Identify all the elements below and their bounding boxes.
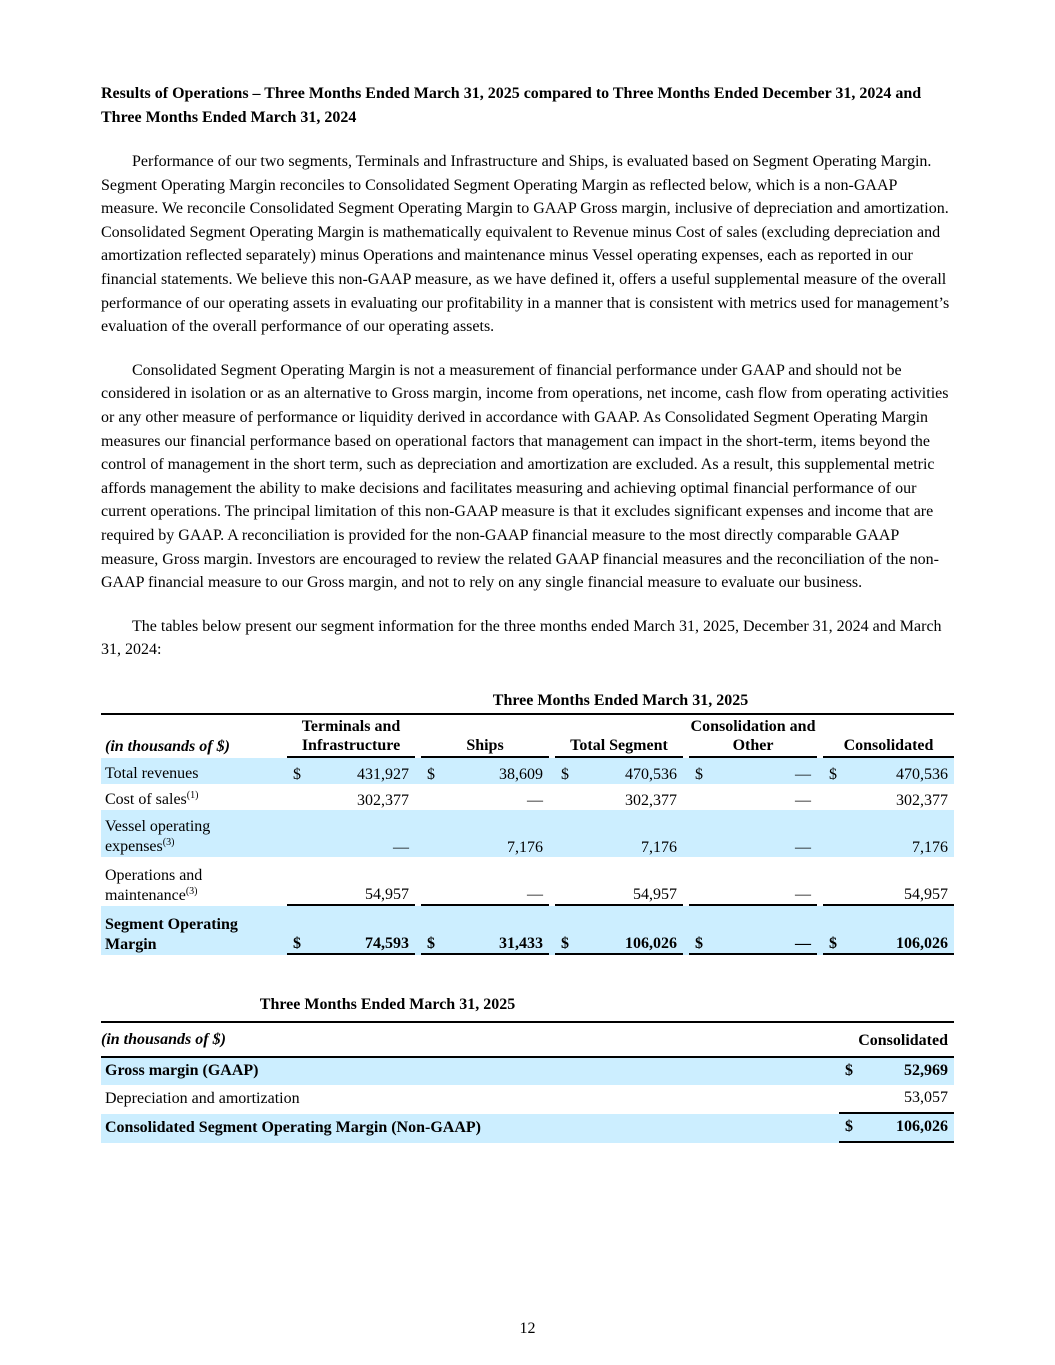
currency-symbol: [839, 1085, 861, 1114]
footnote-marker: (3): [185, 885, 198, 897]
cell-value: 470,536: [575, 758, 683, 784]
unit-label: (in thousands of $): [105, 737, 230, 755]
paragraph-tables-intro: The tables below present our segment information for the three months ended March 31, 2025, December 31, 2024 and March 31, 2024:: [101, 617, 942, 659]
table-row-cost-of-sales: [101, 784, 954, 810]
cell-value: —: [441, 857, 549, 906]
cell-value: 31,433: [441, 906, 549, 955]
cell-value: 52,969: [861, 1058, 954, 1085]
table-row-gross-margin: [101, 1058, 954, 1085]
column-header-consolidated: Consolidated: [839, 1023, 954, 1058]
reconciliation-table-caption: Three Months Ended March 31, 2025: [101, 992, 954, 1023]
cell-value: 302,377: [357, 791, 409, 809]
cell-value: 38,609: [441, 758, 549, 784]
footnote-marker: (3): [162, 836, 175, 848]
reconciliation-table-header-row: [101, 1023, 954, 1058]
cell-value: 106,026: [861, 1114, 954, 1143]
reconciliation-table: [101, 992, 954, 1143]
cell-value: —: [709, 906, 817, 955]
cell-value: —: [307, 810, 415, 857]
row-label: Segment Operating Margin: [101, 906, 287, 955]
currency-symbol: $: [287, 906, 307, 955]
cell-value: —: [709, 857, 817, 906]
footnote-marker: (1): [186, 789, 199, 801]
segment-table-caption: Three Months Ended March 31, 2025: [287, 692, 954, 715]
currency-symbol: $: [287, 758, 307, 784]
segment-table-header-row: [101, 715, 954, 758]
table-row-segment-operating-margin: [101, 906, 954, 955]
reconciliation-table-caption-row: [101, 992, 954, 1023]
cell-value: 54,957: [843, 857, 954, 906]
cell-value: 54,957: [575, 857, 683, 906]
cell-value: 54,957: [307, 857, 415, 906]
cell-value: —: [795, 791, 811, 809]
currency-symbol: $: [689, 906, 709, 955]
cell-value: 431,927: [307, 758, 415, 784]
currency-symbol: $: [839, 1114, 861, 1143]
cell-value: 7,176: [843, 810, 954, 857]
cell-value: —: [527, 791, 543, 809]
document-page: [101, 82, 954, 1143]
row-label: Gross margin (GAAP): [101, 1058, 839, 1085]
column-header-consolidated: Consolidated: [823, 715, 954, 758]
cell-value: 106,026: [575, 906, 683, 955]
cell-value: 7,176: [441, 810, 549, 857]
table-row-depreciation-amortization: [101, 1085, 954, 1114]
row-label: Consolidated Segment Operating Margin (Non-GAAP): [101, 1114, 839, 1143]
column-header-ships: Ships: [421, 715, 549, 758]
segment-table: [101, 692, 954, 955]
row-label: Cost of sales$^{(1)}$: [105, 789, 199, 808]
cell-value: 470,536: [843, 758, 954, 784]
cell-value: 7,176: [575, 810, 683, 857]
currency-symbol: $: [555, 758, 575, 784]
column-header-total-segment: Total Segment: [555, 715, 683, 758]
cell-value: 302,377: [625, 791, 677, 809]
table-row-vessel-operating-expenses: [101, 810, 954, 857]
cell-value: 302,377: [896, 791, 948, 809]
section-heading: Results of Operations – Three Months Ended March 31, 2025 compared to Three Months Ended December 31, 2024 and Three Months Ended March 31, 2024: [101, 85, 922, 126]
paragraph-segment-performance: Performance of our two segments, Terminals and Infrastructure and Ships, is evaluated based on Segment Operating Margin. Segment Operating Margin reconciles to Consolidated Segment Operating Margin as reflected below, which is a non-GAAP measure. We reconcile Consolidated Segment Operating Margin to GAAP Gross margin, inclusive of depreciation and amortization. Consolidated Segment Operating Margin is mathematically equivalent to Revenue minus Cost of sales (excluding depreciation and amortization reflected separately) minus Operations and maintenance minus Vessel operating expenses, each as reported in our financial statements. We believe this non-GAAP measure, as we have defined it, offers a useful supplemental measure of the overall performance of our operating assets in evaluating our profitability in a manner that is consistent with metrics used for management’s evaluation of the overall performance of our operating assets.: [101, 153, 950, 336]
currency-symbol: $: [839, 1058, 861, 1085]
table-row-operations-maintenance: [101, 857, 954, 906]
currency-symbol: $: [421, 906, 441, 955]
cell-value: —: [709, 810, 817, 857]
column-header-terminals: Terminals and Infrastructure: [287, 715, 415, 758]
currency-symbol: $: [823, 906, 843, 955]
currency-symbol: $: [421, 758, 441, 784]
currency-symbol: $: [689, 758, 709, 784]
table-row-consolidated-segment-operating-margin: [101, 1114, 954, 1143]
cell-value: 106,026: [843, 906, 954, 955]
row-label: Depreciation and amortization: [105, 1090, 300, 1108]
paragraph-non-gaap-disclaimer: Consolidated Segment Operating Margin is not a measurement of financial performance under GAAP and should not be considered in isolation or as an alternative to Gross margin, income from operations, net income, cash flow from operating activities or any other measure of performance or liquidity derived in accordance with GAAP. As Consolidated Segment Operating Margin measures our financial performance based on operational factors that management can impact in the short-term, items beyond the control of management in the short term, such as depreciation and amortization are excluded. As a result, this supplemental metric affords management the ability to make decisions and facilitates measuring and achieving optimal financial performance of our current operations. The principal limitation of this non-GAAP measure is that it excludes significant expenses and income that are required by GAAP. A reconciliation is provided for the non-GAAP financial measure to the most directly comparable GAAP measure, Gross margin. Investors are encouraged to review the related GAAP financial measures and the reconciliation of the non-GAAP financial measure to our Gross margin, and not to rely on any single financial measure to evaluate our business.: [101, 361, 949, 592]
cell-value: —: [709, 758, 817, 784]
segment-table-caption-row: [101, 692, 954, 715]
currency-symbol: $: [555, 906, 575, 955]
row-label: Operations and maintenance$^{(3)}$: [105, 866, 203, 904]
cell-value: 53,057: [861, 1085, 954, 1114]
row-label: Vessel operating expenses$^{(3)}$: [101, 810, 287, 857]
table-row-total-revenues: [101, 758, 954, 784]
cell-value: 74,593: [307, 906, 415, 955]
currency-symbol: $: [823, 758, 843, 784]
unit-label: (in thousands of $): [101, 1023, 839, 1058]
row-label: Total revenues: [101, 758, 287, 784]
column-header-consolidation-other: Consolidation and Other: [689, 715, 817, 758]
page-number: 12: [519, 1320, 536, 1337]
